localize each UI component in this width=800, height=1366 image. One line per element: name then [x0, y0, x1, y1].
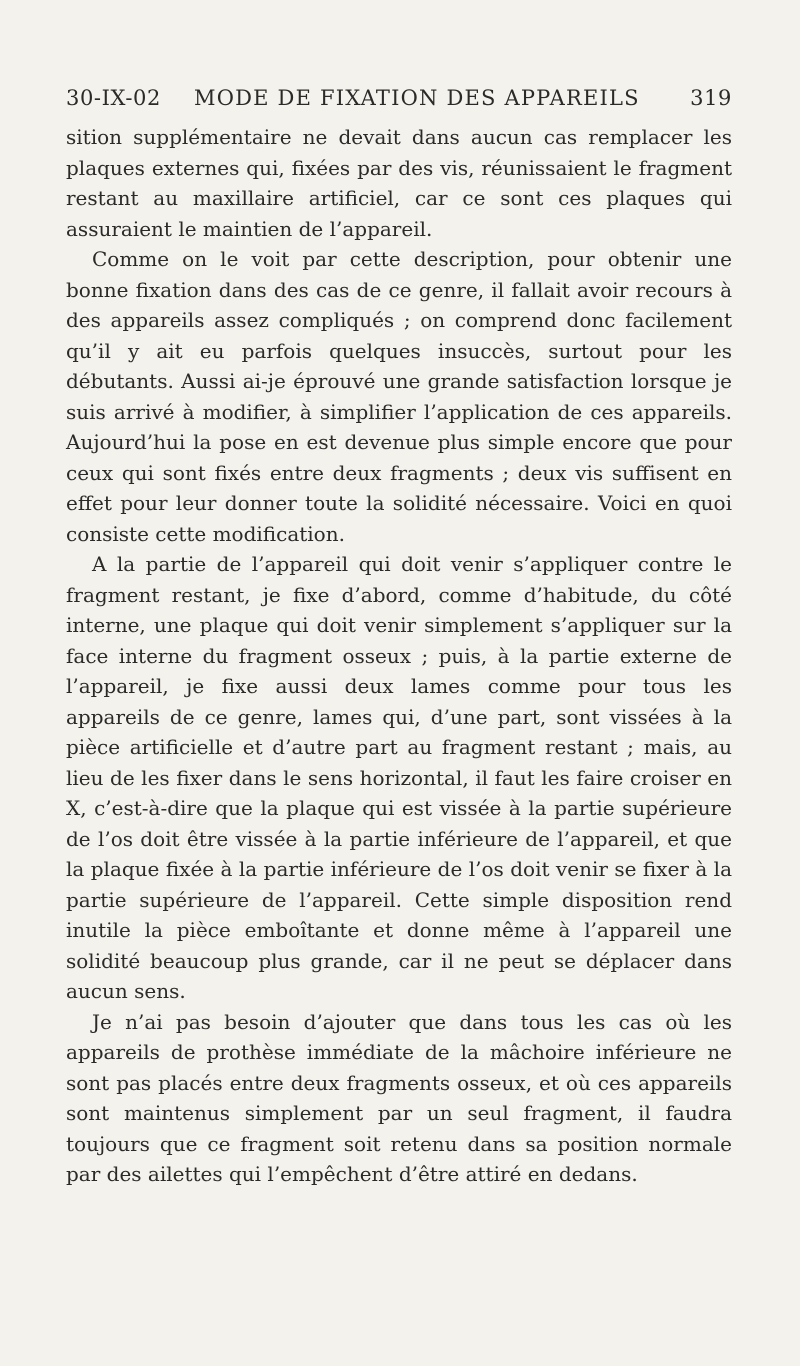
running-head: [66, 86, 732, 118]
paragraph-3: A la partie de l’appareil qui doit venir s’appliquer contre le fragment restant, je fixe d’abord, comme d’habitude, du côté interne, une plaque qui doit venir simplement s’appliquer sur la face interne du fragment osseux ; puis, à la partie externe de l’appareil, je fixe aussi deux lames comme pour tous les appareils de ce genre, lames qui, d’une part, sont vissées à la pièce artificielle et d’autre part au fragment restant ; mais, au lieu de les fixer dans le sens horizontal, il faut les faire croiser en X, c’est-à-dire que la plaque qui est vissée à la partie supérieure de l’os doit être vissée à la partie inférieure de l’appareil, et que la plaque fixée à la partie inférieure de l’os doit venir se fixer à la partie supérieure de l’appareil. Cette simple disposition rend inutile la pièce emboîtante et donne même à l’appareil une solidité beaucoup plus grande, car il ne peut se déplacer dans aucun sens.: [66, 552, 732, 1003]
paragraph-1: sition supplémentaire ne devait dans aucun cas remplacer les plaques externes qui, fixées par des vis, réunissaient le fragment restant au maxillaire artificiel, car ce sont ces plaques qui assuraient le maintien de l’appareil.: [66, 125, 732, 241]
paragraph-2: Comme on le voit par cette description, pour obtenir une bonne fixation dans des cas de ce genre, il fallait avoir recours à des appareils assez compliqués ; on comprend donc facilement qu’il y ait eu parfois quelques insuccès, surtout pour les débutants. Aussi ai-je éprouvé une grande satisfaction lorsque je suis arrivé à modifier, à simplifier l’application de ces appareils. Aujourd’hui la pose en est devenue plus simple encore que pour ceux qui sont fixés entre deux fragments ; deux vis suffisent en effet pour leur donner toute la solidité nécessaire. Voici en quoi consiste cette modification.: [66, 247, 732, 546]
paragraph-4: Je n’ai pas besoin d’ajouter que dans tous les cas où les appareils de prothèse immédiate de la mâchoire inférieure ne sont pas placés entre deux fragments osseux, et où ces appareils sont maintenus simplement par un seul fragment, il faudra toujours que ce fragment soit retenu dans sa position normale par des ailettes qui l’empêchent d’être attiré en dedans.: [66, 1009, 732, 1186]
header-title: MODE DE FIXATION DES APPAREILS: [194, 86, 640, 110]
body-text: [66, 122, 732, 1190]
header-date: 30-IX-02: [66, 86, 161, 110]
page-number: 319: [690, 86, 732, 110]
